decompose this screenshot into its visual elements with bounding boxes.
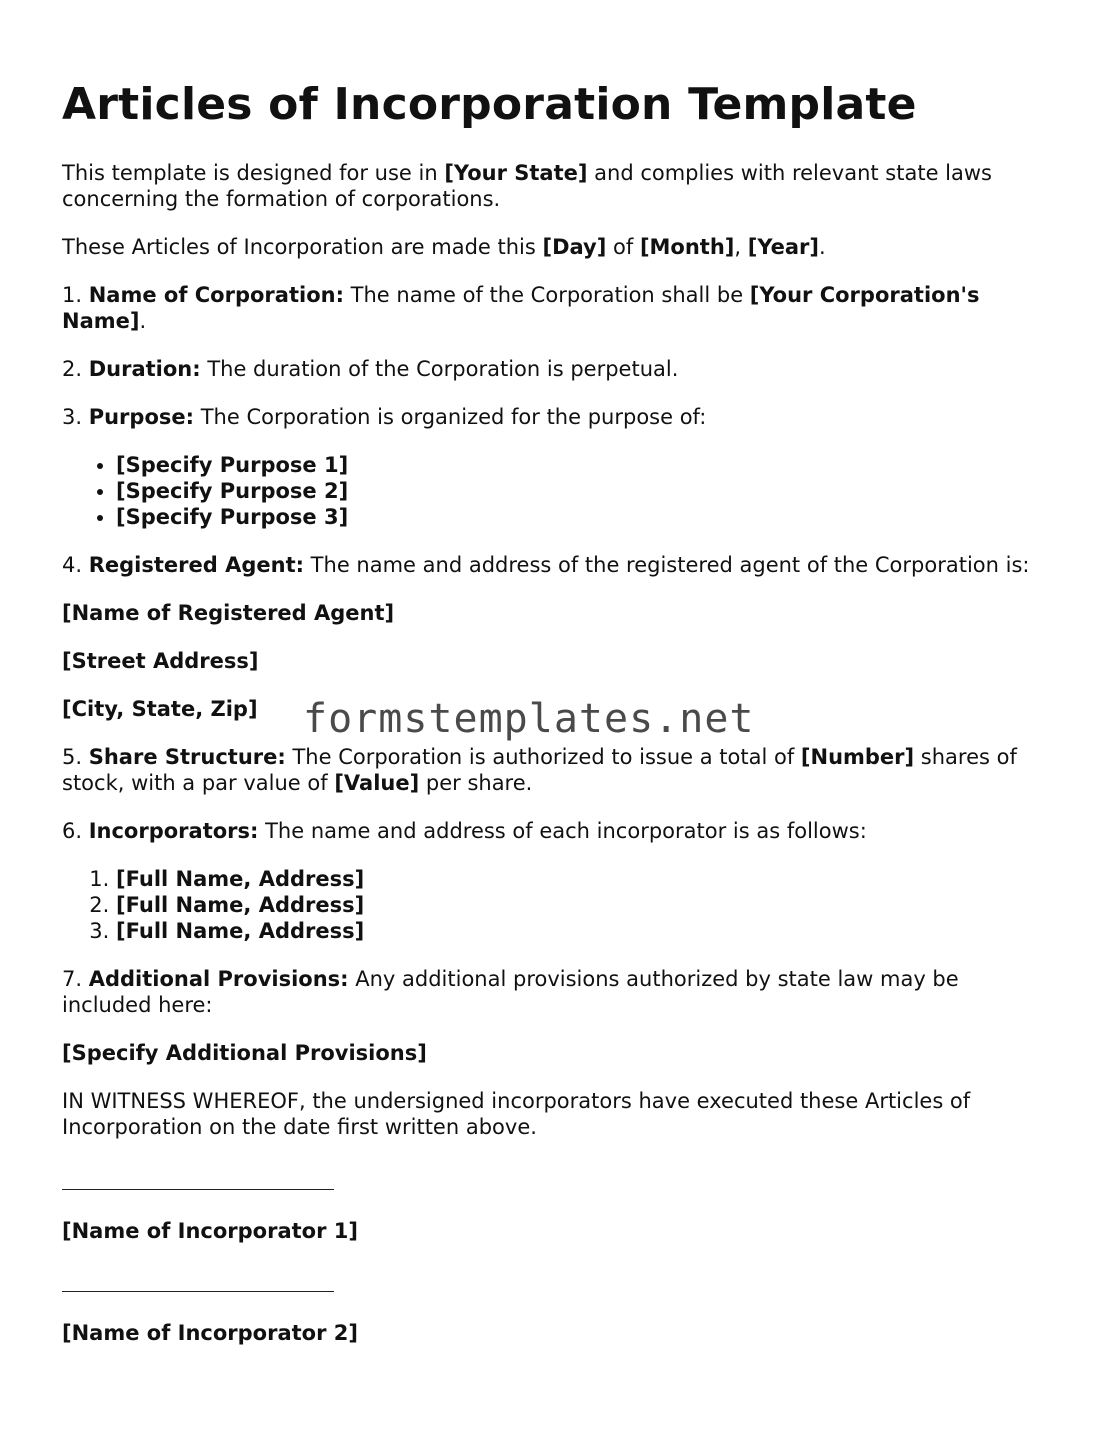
section-provisions-label: Additional Provisions: [88,967,349,991]
page-title: Articles of Incorporation Template [62,79,917,130]
section-provisions: 7. Additional Provisions: Any additional provisions authorized by state law may be included here: [62,967,959,1017]
value-placeholder: [Value] [334,771,420,795]
list-item: • [Specify Purpose 3] [116,504,1052,530]
signature-line [62,1290,334,1292]
list-item: 2. [Full Name, Address] [116,892,1052,918]
section-agent-label: Registered Agent: [88,553,304,577]
section-name: 1. Name of Corporation: The name of the Corporation shall be [Your Corporation's Name]. [62,283,980,333]
agent-street-placeholder: [Street Address] [62,649,259,673]
intro-paragraph: This template is designed for use in [Your State] and complies with relevant state laws concerning the formation of corporations. [62,161,992,211]
section-purpose-label: Purpose: [88,405,195,429]
list-item: • [Specify Purpose 2] [116,478,1052,504]
list-item: • [Specify Purpose 1] [116,452,1052,478]
agent-name-placeholder: [Name of Registered Agent] [62,601,395,625]
section-shares: 5. Share Structure: The Corporation is authorized to issue a total of [Number] shares of stock, with a par value of [Value] per share. [62,745,1017,795]
signature-name-2: [Name of Incorporator 2] [62,1321,358,1345]
corporation-name-placeholder: [Your Corporation's Name] [62,283,980,333]
incorporators-list [62,866,1052,944]
number-placeholder: [Number] [800,745,915,769]
date-paragraph: These Articles of Incorporation are made this [Day] of [Month], [Year]. [62,235,826,259]
list-item: 1. [Full Name, Address] [116,866,1052,892]
section-name-label: Name of Corporation: [88,283,344,307]
section-incorporators: 6. Incorporators: The name and address of each incorporator is as follows: [62,819,867,843]
month-placeholder: [Month] [639,235,735,259]
purpose-list [62,452,1052,530]
section-duration-label: Duration: [88,357,201,381]
section-shares-label: Share Structure: [88,745,286,769]
section-purpose: 3. Purpose: The Corporation is organized for the purpose of: [62,405,707,429]
watermark: formstemplates.net [303,696,755,742]
provisions-placeholder: [Specify Additional Provisions] [62,1041,427,1065]
agent-city-placeholder: [City, State, Zip] [62,697,258,721]
list-item: 3. [Full Name, Address] [116,918,1052,944]
section-incorporators-label: Incorporators: [88,819,259,843]
section-agent: 4. Registered Agent: The name and address of the registered agent of the Corporation is: [62,553,1030,577]
signature-line [62,1188,334,1190]
day-placeholder: [Day] [542,235,607,259]
section-duration: 2. Duration: The duration of the Corporation is perpetual. [62,357,679,381]
state-placeholder: [Your State] [444,161,588,185]
year-placeholder: [Year] [747,235,820,259]
signature-name-1: [Name of Incorporator 1] [62,1219,358,1243]
witness-paragraph: IN WITNESS WHEREOF, the undersigned incorporators have executed these Articles of Incorporation on the date first written above. [62,1089,971,1139]
